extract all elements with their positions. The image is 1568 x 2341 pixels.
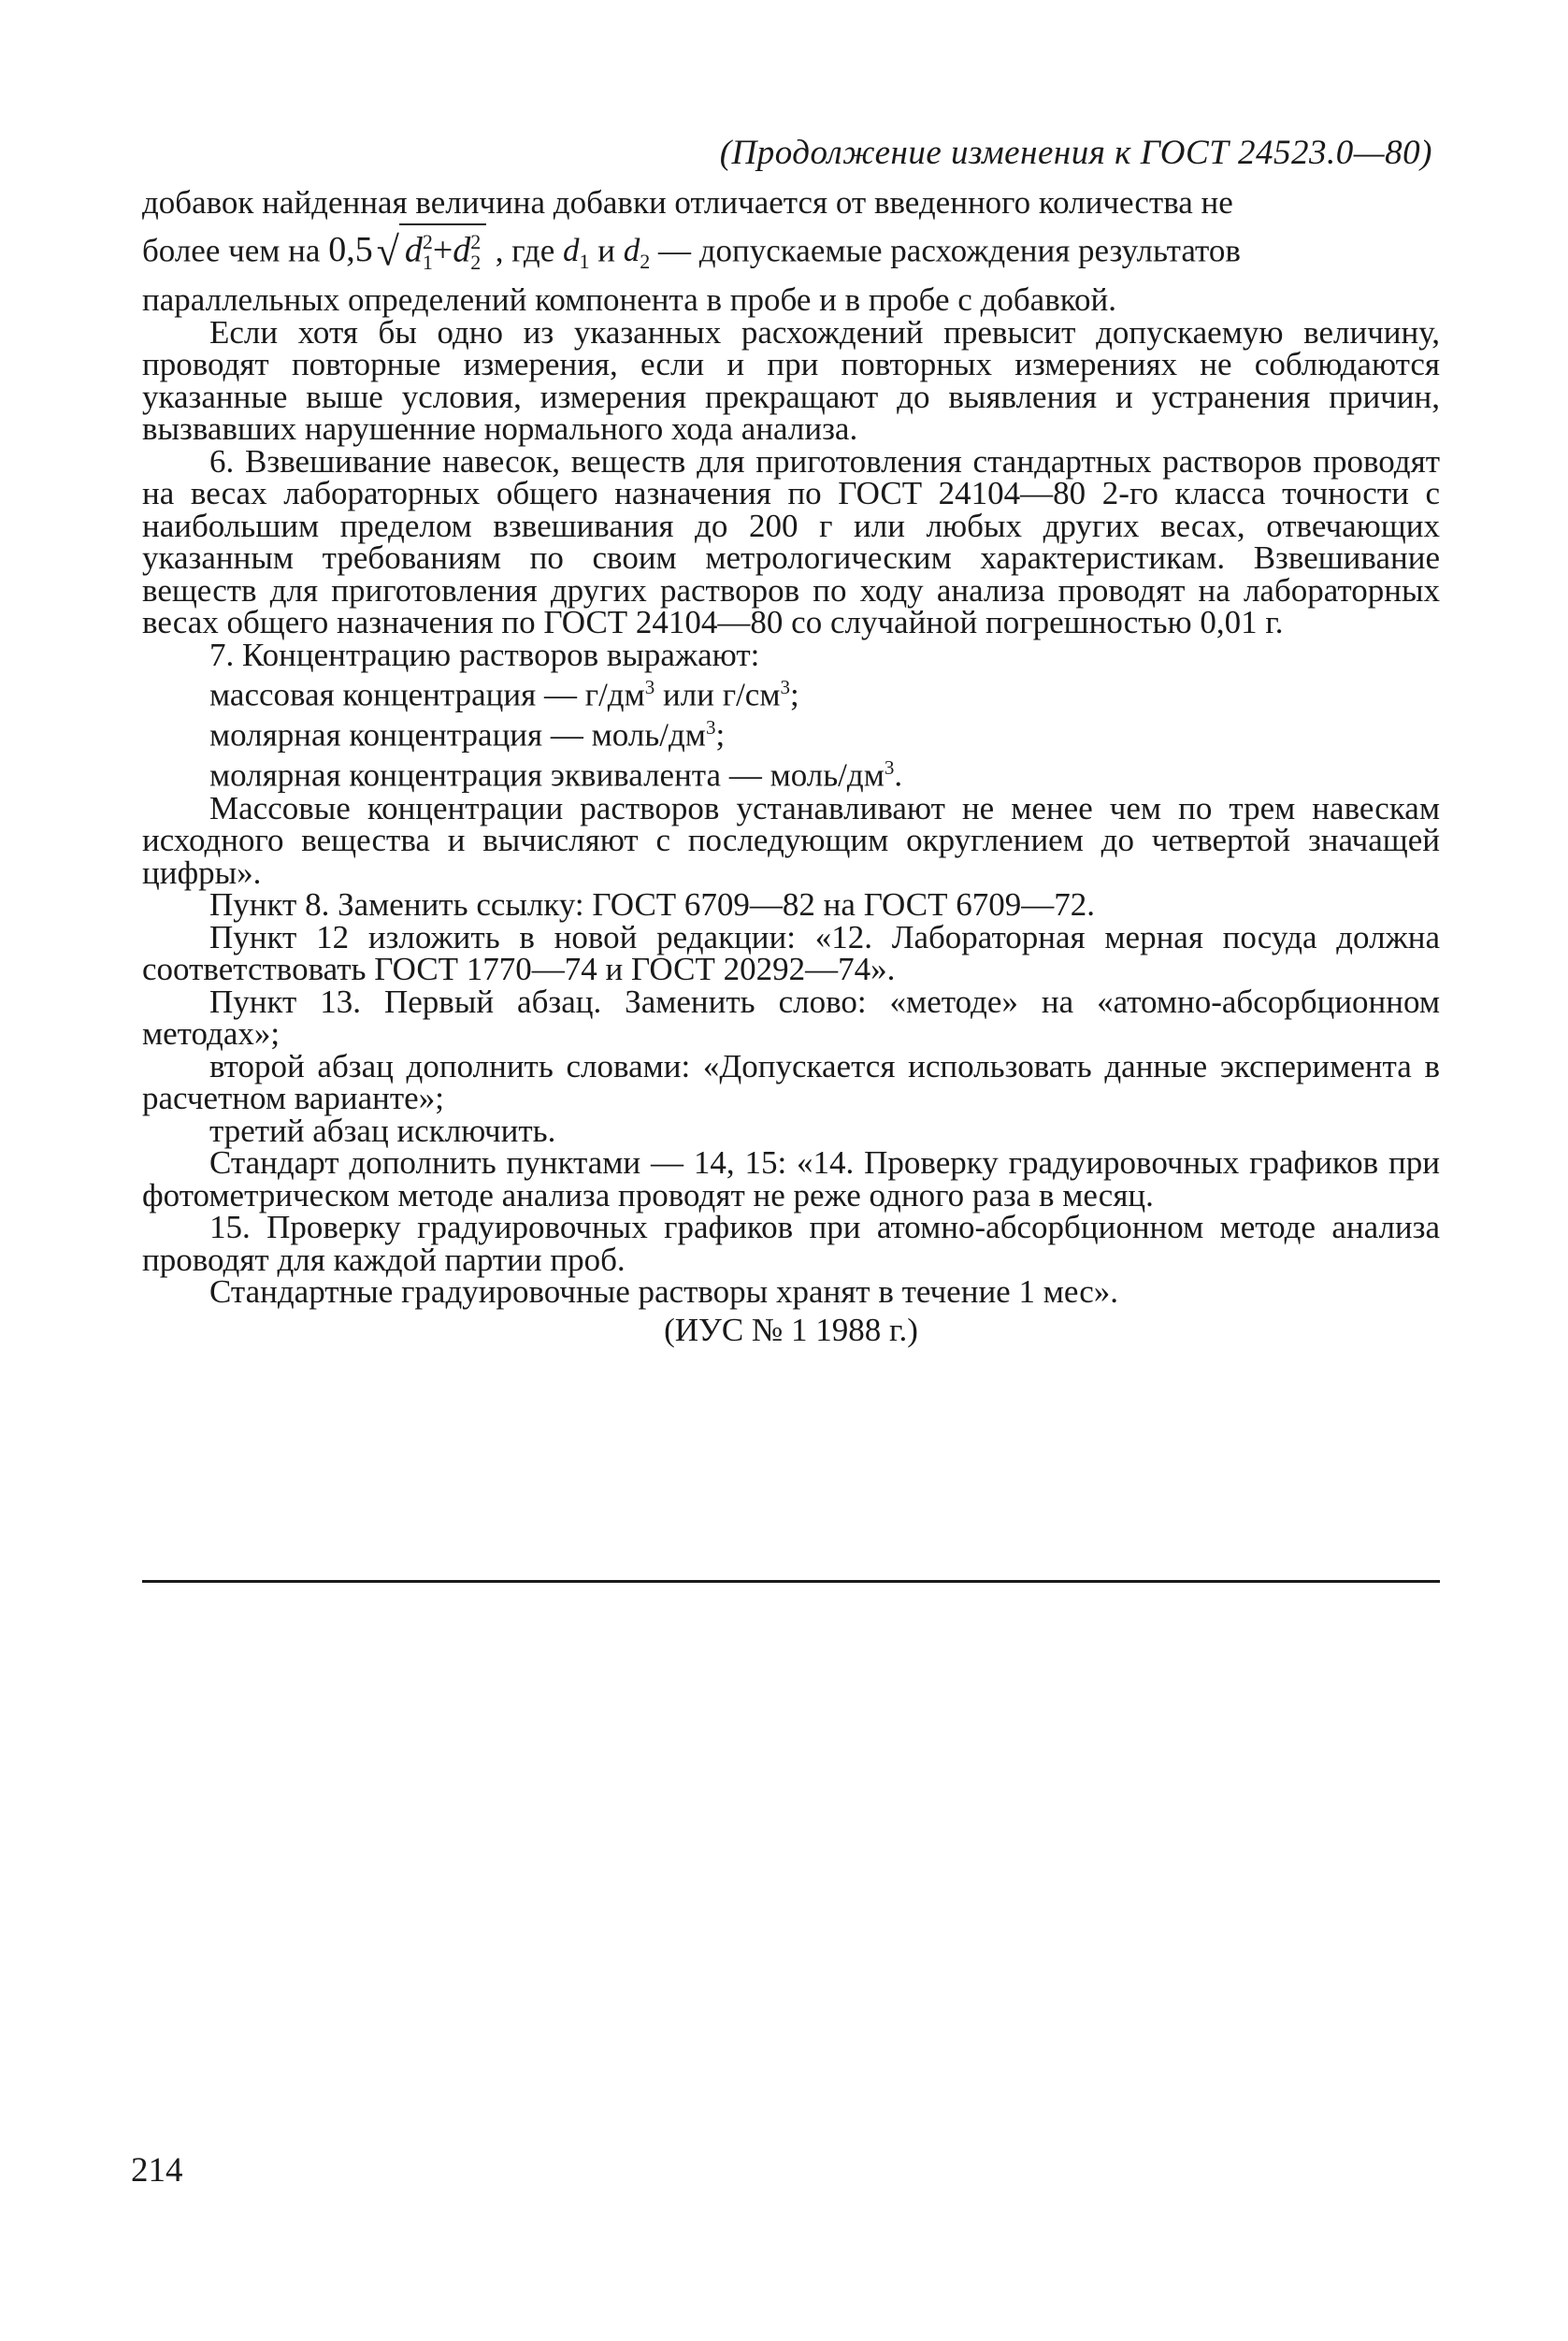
body-text: [142, 184, 1440, 1348]
paragraph-line-1: добавок найденная величина добавки отличается от введенного количества не: [142, 184, 1233, 221]
text-before-formula: более чем на: [142, 232, 321, 269]
text-and: и: [597, 232, 615, 269]
horizontal-rule: [142, 1580, 1440, 1583]
paragraph-line-3: параллельных определений компонента в пробе и в пробе с добавкой.: [142, 281, 1116, 319]
paragraph-deviation: Если хотя бы одно из указанных расхождений превысит допускаемую величину, проводят повторные измерения, если и при повторных измерениях не соблюдаются указанные выше условия, измерения прекращают до выявления и устранения причин, вызвавших нарушенние нормального хода анализа.: [142, 313, 1440, 448]
paragraph-item-8: Пункт 8. Заменить ссылку: ГОСТ 6709—82 на ГОСТ 6709—72.: [209, 886, 1095, 924]
formula-coefficient: 0,5: [328, 230, 373, 270]
paragraph-item-13-third: третий абзац исключить.: [209, 1112, 556, 1149]
variable-d1: $d_1$: [563, 232, 590, 274]
paragraph-formula-line: [142, 223, 1440, 283]
page-number: 214: [131, 2151, 183, 2190]
paragraph-item-13-second: второй абзац дополнить словами: «Допускается использовать данные эксперимента в расчетном варианте»;: [142, 1047, 1440, 1117]
text-after-formula: — допускаемые расхождения результатов: [657, 232, 1241, 269]
square-root: [373, 223, 487, 280]
radicand: $d^2_1+d^2_2$: [399, 223, 486, 280]
list-mass-concentration: массовая концентрация — $г/дм^3$ или $г/см^3$;: [209, 676, 799, 713]
paragraph-item-7: 7. Концентрацию растворов выражают:: [209, 636, 760, 673]
paragraph-item-15: 15. Проверку градуировочных графиков при атомно-абсорбционном методе анализа проводят для каждой партии проб.: [142, 1209, 1440, 1278]
ius-reference: (ИУС № 1 1988 г.): [664, 1311, 918, 1348]
paragraph-item-12: Пункт 12 изложить в новой редакции: «12. Лабораторная мерная посуда должна соответствовать ГОСТ 1770—74 и ГОСТ 20292—74».: [142, 918, 1440, 988]
text-where: , где: [495, 232, 555, 269]
paragraph-mass-concentrations: Массовые концентрации растворов устанавливают не менее чем по трем навескам исходного вещества и вычисляют с последующим округлением до четвертой значащей цифры».: [142, 789, 1440, 891]
page-header: (Продолжение изменения к ГОСТ 24523.0—80): [719, 134, 1432, 172]
list-molar-concentration: молярная концентрация — моль/$дм^3$;: [209, 716, 726, 754]
formula: [328, 228, 496, 275]
list-equivalent-concentration: молярная концентрация эквивалента — моль/$дм^3$.: [209, 756, 903, 795]
paragraph-storage: Стандартные градуировочные растворы хранят в течение 1 мес».: [209, 1273, 1119, 1311]
paragraph-item-13: Пункт 13. Первый абзац. Заменить слово: «методе» на «атомно-абсорбционном методах»;: [142, 983, 1440, 1053]
variable-d2: $d_2$: [623, 232, 651, 274]
paragraph-standard-addition: Стандарт дополнить пунктами — 14, 15: «14. Проверку градуировочных графиков при фотометрическом методе анализа проводят не реже одного раза в месяц.: [142, 1144, 1440, 1214]
radical-sign-icon: √: [376, 228, 399, 275]
paragraph-item-6: 6. Взвешивание навесок, веществ для приготовления стандартных растворов проводят на весах лабораторных общего назначения по ГОСТ 24104—80 2-го класса точности с наибольшим пределом взвешивания до 200 г или любых других весах, отвечающих указанным требованиям по своим метрологическим характеристикам. Взвешивание веществ для приготовления других растворов по ходу анализа проводят на лабораторных весах общего назначения по ГОСТ 24104—80 со случайной погрешностью 0,01 г.: [142, 442, 1440, 641]
